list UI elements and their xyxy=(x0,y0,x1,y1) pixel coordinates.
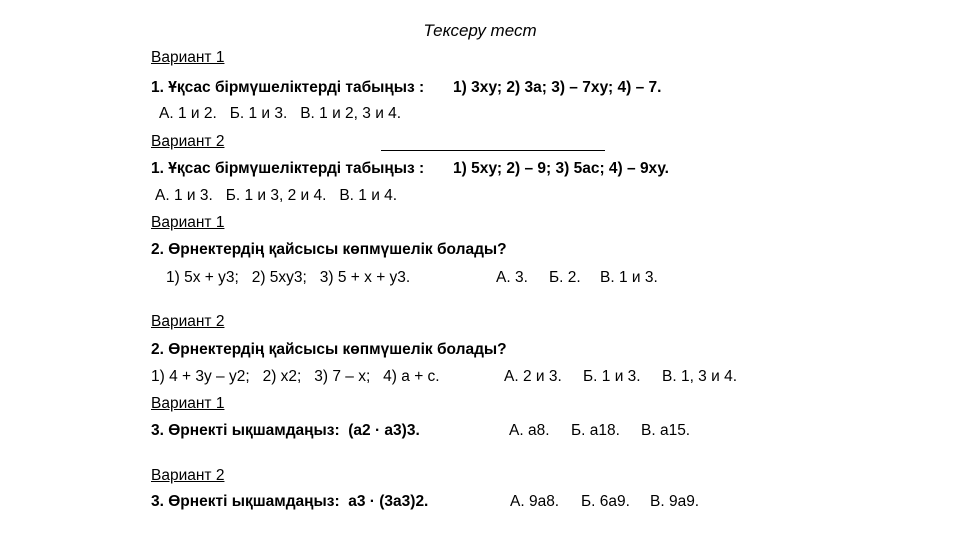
answer-b: Б. 1 и 3. xyxy=(583,368,641,385)
blank-underline xyxy=(381,132,605,151)
question-text: 1. Ұқсас бірмүшеліктерді табыңыз : xyxy=(151,79,425,96)
variant-label: Вариант 1 xyxy=(151,395,225,412)
answer-a: А. а8. xyxy=(509,422,550,439)
answer-a: А. 9а8. xyxy=(510,493,560,510)
question-items: 1) 4 + 3у – у2; 2) х2; 3) 7 – х; 4) а + с. xyxy=(151,368,440,385)
question-items: 1) 5х + у3; 2) 5ху3; 3) 5 + х + у3. xyxy=(166,269,411,286)
answer-b: Б. 2. xyxy=(549,269,581,286)
answer-options: А. 1 и 2. Б. 1 и 3. В. 1 и 2, 3 и 4. xyxy=(159,105,402,122)
question-text: 3. Өрнекті ықшамдаңыз: а3 · (3а3)2. xyxy=(151,493,429,510)
variant-label: Вариант 2 xyxy=(151,313,225,330)
question-items: 1) 3ху; 2) 3а; 3) – 7ху; 4) – 7. xyxy=(453,79,662,96)
answer-c: В. 1, 3 и 4. xyxy=(662,368,738,385)
question-text: 2. Өрнектердің қайсысы көпмүшелік болады? xyxy=(151,341,507,358)
answer-c: В. 1 и 3. xyxy=(600,269,658,286)
question-text: 3. Өрнекті ықшамдаңыз: (а2 · а3)3. xyxy=(151,422,420,439)
variant-label-text: Вариант 2 xyxy=(151,133,225,150)
variant-label: Вариант 1 xyxy=(151,214,225,231)
question-line xyxy=(166,268,686,288)
variant-label: Вариант 2 xyxy=(151,467,225,484)
answer-c: В. а15. xyxy=(641,422,691,439)
answer-options: А. 1 и 3. Б. 1 и 3, 2 и 4. В. 1 и 4. xyxy=(155,187,398,204)
question-line xyxy=(151,492,721,512)
question-line xyxy=(151,421,711,441)
question-items: 1) 5ху; 2) – 9; 3) 5ас; 4) – 9ху. xyxy=(453,160,669,177)
answer-a: А. 3. xyxy=(496,269,528,286)
answer-b: Б. а18. xyxy=(571,422,620,439)
answer-b: Б. 6а9. xyxy=(581,493,630,510)
question-text: 2. Өрнектердің қайсысы көпмүшелік болады? xyxy=(151,241,507,258)
question-line xyxy=(151,367,771,387)
question-text: 1. Ұқсас бірмүшеліктерді табыңыз : xyxy=(151,160,425,177)
variant-label xyxy=(151,132,224,152)
answer-c: В. 9а9. xyxy=(650,493,700,510)
page-title: Тексеру тест xyxy=(423,21,537,40)
answer-a: А. 2 и 3. xyxy=(504,368,562,385)
variant-label: Вариант 1 xyxy=(151,49,225,66)
